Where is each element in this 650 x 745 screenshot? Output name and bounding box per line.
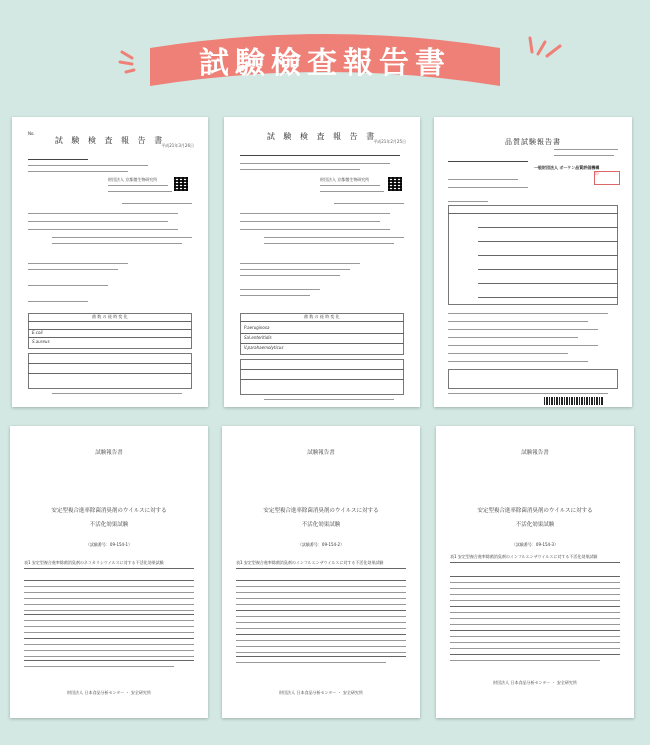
document-footer: 財団法人 日本食品分析センター ・ 安全研究所 [67,690,151,695]
document-title: 試験報告書 [307,450,335,456]
org-name: 財団法人 京都微生物研究所 [108,177,158,182]
row-label: Sal.enteritidis [244,335,272,340]
row-label: P.aeruginosa [244,325,270,330]
document-title: 品質試験報告書 [505,138,561,146]
report-document-5 [222,426,420,718]
document-footer: 財団法人 日本食品分析センター ・ 安全研究所 [279,690,363,695]
table-header: 菌 数 の 経 時 変 化 [92,314,128,319]
document-title: 試験報告書 [521,450,549,456]
table-header: 菌 数 の 経 時 変 化 [304,314,340,319]
report-document-3: 品質試験報告書 一般財団法人 ボーケン品質評価機構 印 [434,117,632,407]
row-label: E.coli [32,330,43,335]
report-document-6 [436,426,634,718]
test-subject: 安定型複合進率除菌消臭剤のウイルスに対する [51,508,167,514]
org-name: 財団法人 京都微生物研究所 [320,177,370,182]
document-title: 試験報告書 [95,450,123,456]
document-title: 試 験 検 査 報 告 書 [266,132,378,141]
document-footer: 財団法人 日本食品分析センター ・ 安全研究所 [493,680,577,685]
row-label: S.aureus [32,339,50,344]
report-document-1: No. 試 験 検 査 報 告 書 平成21年3月26日 財団法人 京都微生物研究所 菌 数 の 経 時 変 化 E.coli S.aureus [12,117,208,407]
test-subject: 安定型複合進率除菌消臭剤のウイルスに対する [263,508,379,514]
report-document-2: 試 験 検 査 報 告 書 平成21年2月25日 財団法人 京都微生物研究所 菌 数 の 経 時 変 化 P.aeruginosa Sal.enteritidis V.parahaemolyticus [224,117,420,407]
document-title: 試 験 検 査 報 告 書 [54,136,166,145]
test-subject: 安定型複合進率除菌消臭剤のウイルスに対する [477,508,593,514]
test-subject-2: 不活化効果試験 [89,522,129,528]
table-caption: 表1 安定型複合進率除菌消臭剤のネコカリシウイルスに対する不活化効果試験 [24,560,164,565]
test-subject-2: 不活化効果試験 [301,522,341,528]
report-number: （試験番号：09-154-3） [511,542,559,547]
report-document-4 [10,426,208,718]
org-name: 一般財団法人 ボーケン品質評価機構 [534,165,600,170]
page-title: 試驗檢查報告書 [199,46,451,81]
test-subject-2: 不活化効果試験 [515,522,555,528]
table-caption: 表1 安定型複合進率除菌消臭剤のインフルエンザウイルスに対する不活化効果試験 [236,560,384,565]
table-caption: 表1 安定型複合進率除菌消臭剤のインフルエンザウイルスに対する不活化効果試験 [450,554,598,559]
report-number: （試験番号：09-154-1） [85,542,133,547]
report-number: （試験番号：09-154-2） [297,542,345,547]
row-label: V.parahaemolyticus [244,345,284,350]
